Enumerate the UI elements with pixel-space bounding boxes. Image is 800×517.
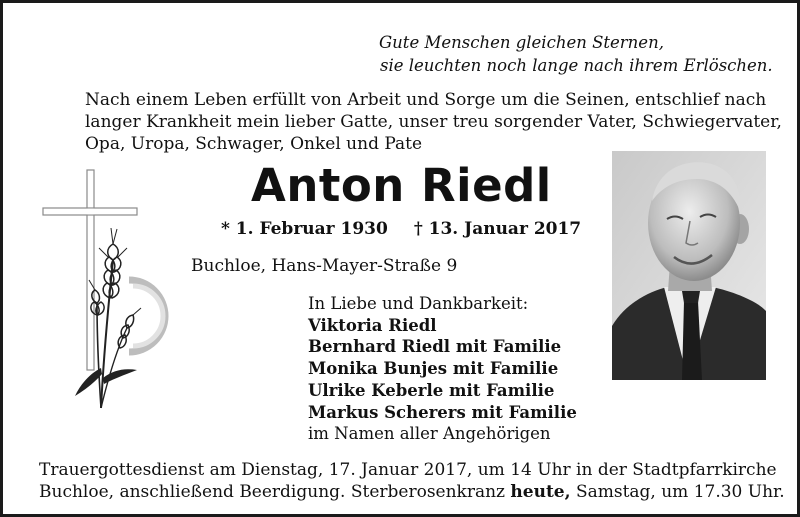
intro-line: langer Krankheit mein lieber Gatte, unser treu sorgender Vater, Schwiegervater, bbox=[85, 112, 782, 132]
mourner-name: Ulrike Keberle mit Familie bbox=[308, 380, 555, 400]
service-line: Trauergottesdienst am Dienstag, 17. Januar 2017, um 14 Uhr in der Stadtpfarrkirche bbox=[39, 460, 777, 480]
deceased-address: Buchloe, Hans-Mayer-Straße 9 bbox=[191, 256, 458, 276]
mourners-list bbox=[308, 293, 577, 445]
memorial-quote bbox=[379, 31, 773, 77]
mourner-name: Monika Bunjes mit Familie bbox=[308, 359, 559, 379]
service-text: Buchloe, anschließend Beerdigung. Sterberosenkranz bbox=[39, 482, 511, 502]
life-dates bbox=[221, 218, 581, 240]
intro-text bbox=[85, 89, 782, 155]
birth-date: * 1. Februar 1930 bbox=[221, 219, 388, 239]
service-highlight: heute, bbox=[510, 482, 571, 502]
mourners-closing: im Namen aller Angehörigen bbox=[308, 424, 551, 444]
intro-line: Opa, Uropa, Schwager, Onkel und Pate bbox=[85, 134, 423, 154]
service-text: Samstag, um 17.30 Uhr. bbox=[570, 482, 785, 502]
mourner-name: Markus Scherers mit Familie bbox=[308, 402, 577, 422]
service-details bbox=[39, 459, 785, 503]
deceased-name: Anton Riedl bbox=[251, 159, 552, 212]
quote-line: Gute Menschen gleichen Sternen, bbox=[379, 33, 664, 52]
mourner-name: Viktoria Riedl bbox=[308, 315, 437, 335]
mourners-heading: In Liebe und Dankbarkeit: bbox=[308, 294, 529, 313]
quote-line: sie leuchten noch lange nach ihrem Erlöschen. bbox=[380, 56, 773, 75]
intro-line: Nach einem Leben erfüllt von Arbeit und Sorge um die Seinen, entschlief nach bbox=[85, 90, 767, 110]
death-date: † 13. Januar 2017 bbox=[413, 219, 582, 239]
service-line bbox=[39, 481, 785, 503]
cross-with-wheat-icon bbox=[41, 168, 171, 413]
portrait-photo bbox=[612, 151, 766, 380]
mourner-name: Bernhard Riedl mit Familie bbox=[308, 337, 562, 357]
